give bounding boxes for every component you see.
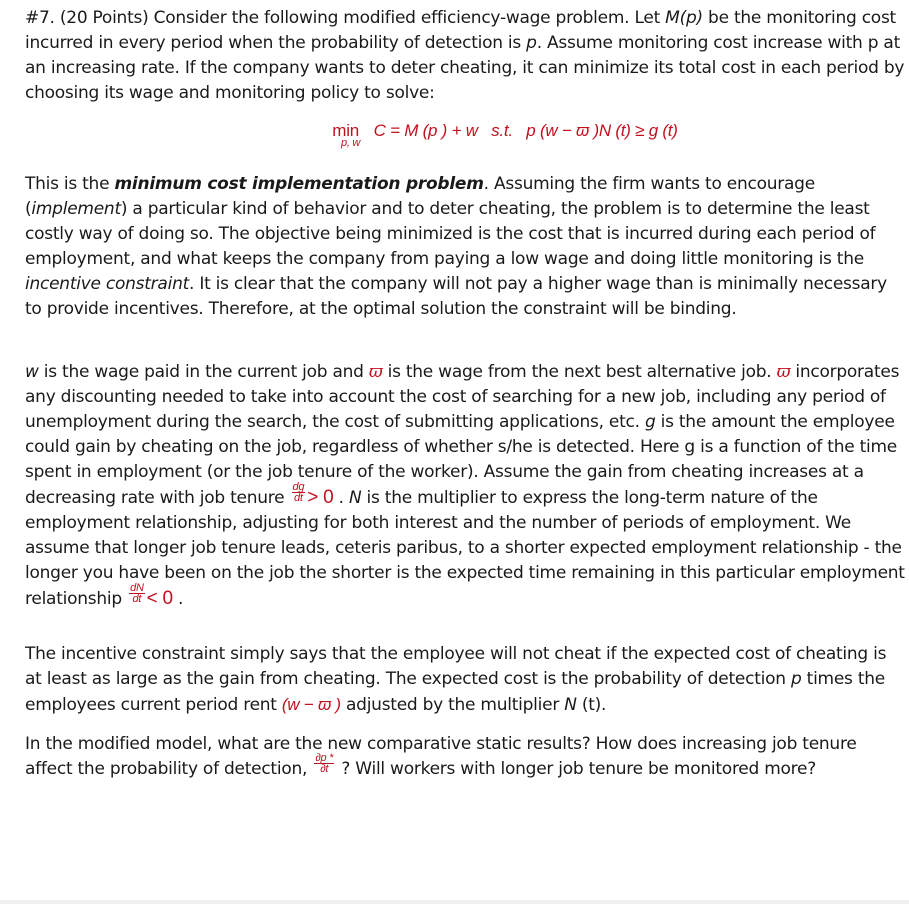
p4-text-d: (t). bbox=[576, 695, 607, 715]
p2-text-a: This is the bbox=[25, 174, 115, 194]
eq-st: s.t. bbox=[491, 121, 513, 140]
problem-document bbox=[25, 6, 905, 782]
p3-text-d: is the amount the employee could gain by cheating on the job, regardless of whether s/he is detected. Here g is a function of the time spent in employment (or the job tenure of the worker). Assume the gain from cheating increases at a decreasing rate with job tenure bbox=[25, 412, 898, 508]
dN-denominator: dt bbox=[132, 592, 142, 605]
intro-text-1: #7. (20 Points) Consider the following modified efficiency-wage problem. Let bbox=[25, 8, 666, 28]
intro-paragraph bbox=[25, 6, 905, 106]
p4-rent: (w − ϖ ) bbox=[281, 695, 341, 714]
p3-text-f: is the multiplier to express the long-term nature of the employment relationship, adjusting for both interest and the number of periods of employment. We assume that longer job tenure leads, ceteris paribus, to a shorter expected employment relationship - the longer you have been on the job the shorter is the expected time remaining in this particular employment relationship bbox=[25, 488, 905, 609]
intro-text-3: . Assume monitoring cost increase with p at an increasing rate. If the company wants to deter cheating, it can minimize its total cost in each period by choosing its wage and monitoring policy to solve: bbox=[25, 33, 905, 103]
p3-text-a: is the wage paid in the current job and bbox=[38, 362, 369, 382]
p3-varpi-2: ϖ bbox=[776, 362, 791, 382]
dN-dt-fraction bbox=[129, 583, 145, 604]
dp-dt-fraction bbox=[314, 753, 334, 774]
p2-text-c: ) a particular kind of behavior and to deter cheating, the problem is to determine the least costly way of doing so. The objective being minimized is the cost that is incurred during each period of employment, and what keeps the company from paying a low wage and doing little monitoring is the bbox=[25, 199, 876, 269]
page-bottom-divider bbox=[0, 900, 909, 904]
p5-text-a: In the modified model, what are the new comparative static results? How does increasing job tenure affect the probability of detection, bbox=[25, 734, 857, 779]
p4-text-b: times the employees current period rent bbox=[25, 669, 885, 715]
intro-mp: M(p) bbox=[665, 8, 703, 28]
p3-text-b: is the wage from the next best alternative job. bbox=[382, 362, 777, 382]
p2-text-d: . It is clear that the company will not pay a higher wage than is minimally necessary to provide incentives. Therefore, at the optimal solution the constraint will be binding. bbox=[25, 274, 887, 319]
dp-numerator: ∂p * bbox=[315, 751, 334, 764]
dN-relation: < 0 bbox=[146, 588, 173, 609]
p3-text-c: incorporates any discounting needed to take into account the cost of searching for a new job, including any period of unemployment during the search, the cost of submitting applications, etc. bbox=[25, 362, 900, 432]
p4-text-c: adjusted by the multiplier bbox=[340, 695, 565, 715]
p3-g: g bbox=[644, 412, 656, 432]
p2-implement: implement bbox=[31, 199, 121, 219]
definition-paragraph bbox=[25, 172, 905, 322]
p4-text-a: The incentive constraint simply says that the employee will not cheat if the expected cost of cheating is at least as large as the gain from cheating. The expected cost is the probability of detection bbox=[25, 644, 887, 689]
question-paragraph bbox=[25, 732, 905, 782]
p2-text-b: . Assuming the firm wants to encourage ( bbox=[25, 174, 815, 219]
variables-paragraph bbox=[25, 360, 905, 612]
p4-p: p bbox=[790, 669, 802, 689]
p3-text-e: . bbox=[333, 488, 349, 508]
intro-p: p bbox=[526, 33, 537, 53]
p3-w: w bbox=[25, 362, 39, 382]
dg-denominator: dt bbox=[294, 491, 303, 504]
dg-dt-fraction bbox=[292, 482, 306, 503]
eq-min-sub: p, w bbox=[340, 137, 361, 149]
eq-objective: C = M (p ) + w bbox=[373, 121, 478, 140]
p3-varpi-1: ϖ bbox=[368, 362, 383, 382]
dg-numerator: dg bbox=[292, 480, 305, 493]
dp-denominator: ∂t bbox=[320, 762, 329, 775]
eq-min: min bbox=[332, 121, 359, 140]
p2-incentive: incentive constraint bbox=[25, 274, 190, 294]
dN-numerator: dN bbox=[130, 581, 144, 594]
incentive-paragraph bbox=[25, 642, 905, 718]
p3-N: N bbox=[348, 488, 362, 508]
p2-bold-term: minimum cost implementation problem bbox=[114, 174, 484, 194]
eq-constraint: p (w − ϖ )N (t) ≥ g (t) bbox=[526, 121, 678, 140]
p5-text-b: ? Will workers with longer job tenure be monitored more? bbox=[336, 759, 817, 779]
p4-N: N bbox=[564, 695, 577, 715]
p3-text-g: . bbox=[172, 589, 184, 609]
dg-relation: > 0 bbox=[307, 487, 334, 508]
optimization-equation bbox=[25, 118, 905, 148]
intro-text-2: be the monitoring cost incurred in every period when the probability of detection is bbox=[25, 8, 896, 53]
